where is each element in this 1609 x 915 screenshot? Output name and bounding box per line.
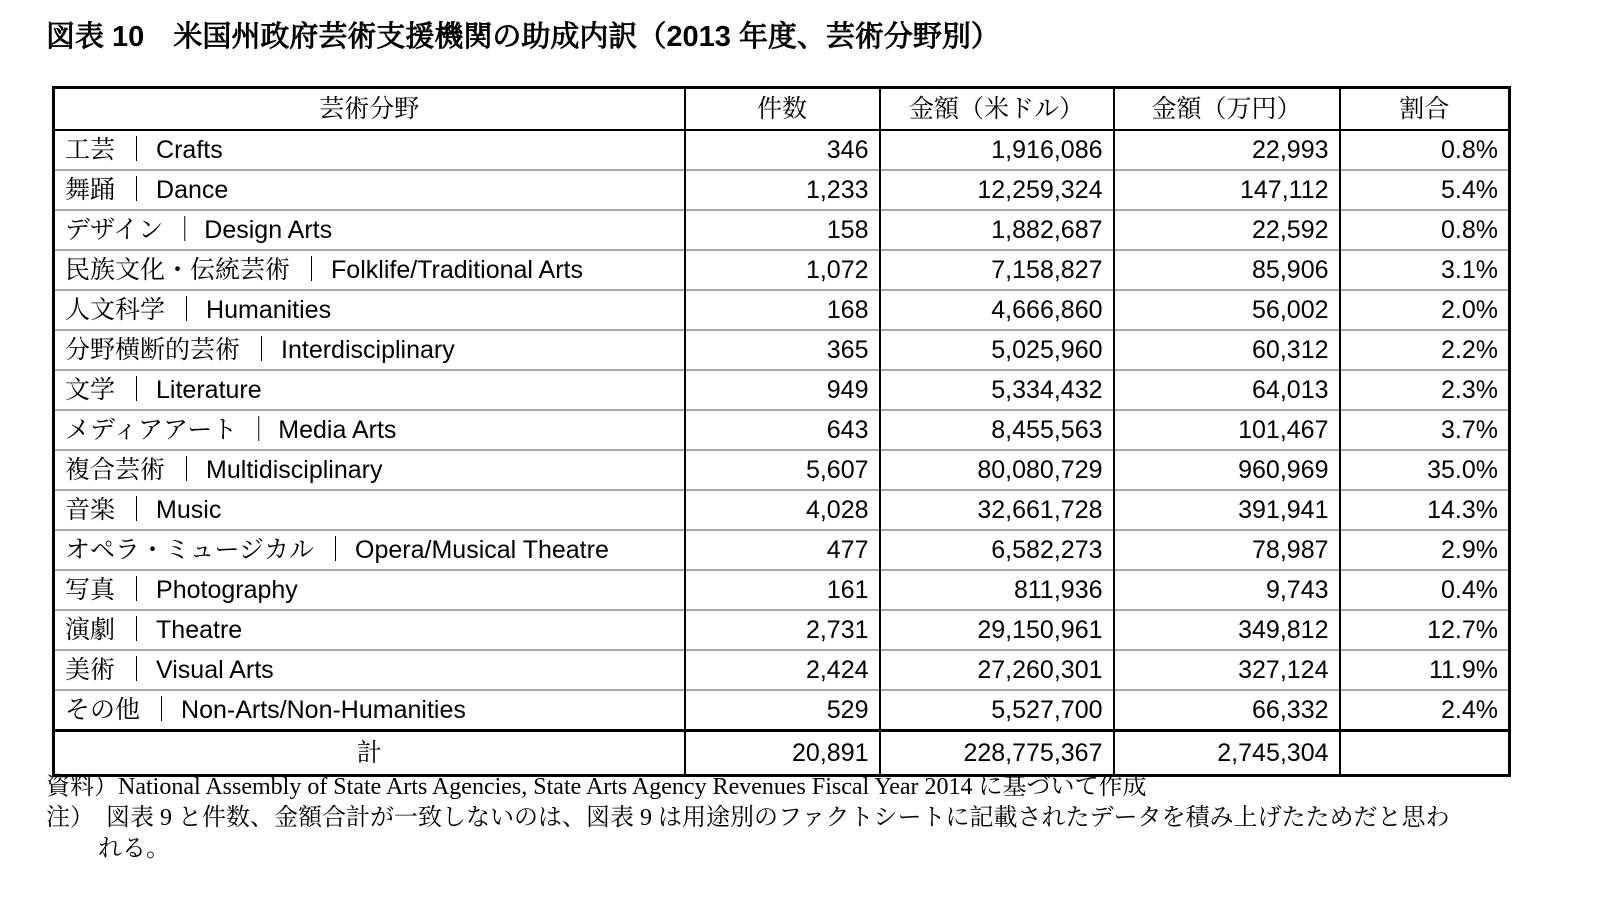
- table-row: [54, 530, 1510, 570]
- label-separator: ｜: [323, 535, 349, 564]
- cell-amount-jpy: 101,467: [1114, 410, 1340, 450]
- table-row: [54, 330, 1510, 370]
- cell-amount-jpy: 22,993: [1114, 130, 1340, 170]
- cell-art-field: [54, 410, 685, 450]
- column-header-amount-usd: 金額（米ドル）: [880, 88, 1114, 131]
- label-separator: ｜: [174, 295, 200, 324]
- label-separator: ｜: [124, 375, 150, 404]
- cell-count: 477: [685, 530, 880, 570]
- explanatory-note-line-2: れる。: [98, 836, 170, 863]
- art-field-label-en: Literature: [156, 375, 262, 404]
- label-separator: ｜: [124, 575, 150, 604]
- cell-amount-usd: 29,150,961: [880, 610, 1114, 650]
- cell-amount-jpy: 391,941: [1114, 490, 1340, 530]
- cell-count: 5,607: [685, 450, 880, 490]
- cell-amount-usd: 27,260,301: [880, 650, 1114, 690]
- cell-amount-jpy: 960,969: [1114, 450, 1340, 490]
- table-row: [54, 610, 1510, 650]
- cell-share: 2.9%: [1340, 530, 1510, 570]
- cell-count: 529: [685, 690, 880, 731]
- cell-count: 1,233: [685, 170, 880, 210]
- art-field-label-en: Dance: [156, 175, 229, 204]
- cell-amount-usd: 8,455,563: [880, 410, 1114, 450]
- art-field-label-en: Humanities: [206, 295, 332, 324]
- table-row: [54, 170, 1510, 210]
- label-separator: ｜: [249, 335, 275, 364]
- cell-amount-jpy: 147,112: [1114, 170, 1340, 210]
- cell-share: 35.0%: [1340, 450, 1510, 490]
- cell-total-label: 計: [54, 731, 685, 776]
- label-separator: ｜: [172, 215, 198, 244]
- cell-count: 161: [685, 570, 880, 610]
- label-separator: ｜: [246, 415, 272, 444]
- cell-art-field: [54, 250, 685, 290]
- cell-art-field: [54, 370, 685, 410]
- art-field-label-ja: デザイン: [65, 215, 164, 244]
- cell-amount-jpy: 22,592: [1114, 210, 1340, 250]
- cell-amount-jpy: 78,987: [1114, 530, 1340, 570]
- column-header-art-field: 芸術分野: [54, 88, 685, 131]
- cell-amount-usd: 5,334,432: [880, 370, 1114, 410]
- table-row: [54, 410, 1510, 450]
- cell-count: 346: [685, 130, 880, 170]
- art-field-label-ja: 分野横断的芸術: [65, 335, 241, 364]
- cell-share: 12.7%: [1340, 610, 1510, 650]
- explanatory-note-line-1: 注） 図表 9 と件数、金額合計が一致しないのは、図表 9 は用途別のファクトシートに記載されたデータを積み上げたためだと思わ: [46, 805, 1450, 832]
- table-body: [54, 130, 1510, 776]
- cell-total-count: 20,891: [685, 731, 880, 776]
- column-header-count: 件数: [685, 88, 880, 131]
- cell-share: 11.9%: [1340, 650, 1510, 690]
- cell-total-amount-jpy: 2,745,304: [1114, 731, 1340, 776]
- cell-count: 949: [685, 370, 880, 410]
- cell-art-field: [54, 330, 685, 370]
- art-field-label-ja: 民族文化・伝統芸術: [65, 255, 291, 284]
- cell-art-field: [54, 290, 685, 330]
- cell-amount-usd: 1,882,687: [880, 210, 1114, 250]
- cell-share: 2.4%: [1340, 690, 1510, 731]
- cell-share: 3.7%: [1340, 410, 1510, 450]
- cell-amount-jpy: 56,002: [1114, 290, 1340, 330]
- art-field-label-en: Photography: [156, 575, 298, 604]
- cell-art-field: [54, 490, 685, 530]
- cell-amount-usd: 4,666,860: [880, 290, 1114, 330]
- art-field-label-en: Media Arts: [278, 415, 397, 444]
- table-row: [54, 130, 1510, 170]
- column-header-share: 割合: [1340, 88, 1510, 131]
- cell-count: 168: [685, 290, 880, 330]
- table-row: [54, 450, 1510, 490]
- art-field-label-ja: 工芸: [65, 135, 116, 164]
- cell-amount-jpy: 85,906: [1114, 250, 1340, 290]
- art-field-label-en: Interdisciplinary: [281, 335, 455, 364]
- cell-count: 4,028: [685, 490, 880, 530]
- cell-amount-usd: 32,661,728: [880, 490, 1114, 530]
- table-row: [54, 690, 1510, 731]
- art-field-label-en: Folklife/Traditional Arts: [331, 255, 583, 284]
- table-total-row: [54, 731, 1510, 776]
- art-field-label-ja: 写真: [65, 575, 116, 604]
- cell-amount-usd: 6,582,273: [880, 530, 1114, 570]
- cell-amount-jpy: 60,312: [1114, 330, 1340, 370]
- cell-amount-jpy: 349,812: [1114, 610, 1340, 650]
- cell-amount-jpy: 66,332: [1114, 690, 1340, 731]
- cell-count: 365: [685, 330, 880, 370]
- art-field-label-ja: 文学: [65, 375, 116, 404]
- cell-amount-usd: 5,025,960: [880, 330, 1114, 370]
- art-field-label-ja: その他: [65, 695, 141, 724]
- label-separator: ｜: [124, 615, 150, 644]
- cell-art-field: [54, 610, 685, 650]
- label-separator: ｜: [124, 135, 150, 164]
- label-separator: ｜: [124, 175, 150, 204]
- label-separator: ｜: [174, 455, 200, 484]
- label-separator: ｜: [299, 255, 325, 284]
- cell-amount-jpy: 64,013: [1114, 370, 1340, 410]
- table-row: [54, 370, 1510, 410]
- art-field-label-en: Music: [156, 495, 222, 524]
- art-field-label-en: Multidisciplinary: [206, 455, 383, 484]
- label-separator: ｜: [124, 495, 150, 524]
- cell-share: 0.4%: [1340, 570, 1510, 610]
- art-field-label-en: Non-Arts/Non-Humanities: [181, 695, 466, 724]
- cell-count: 2,424: [685, 650, 880, 690]
- table-row: [54, 250, 1510, 290]
- label-separator: ｜: [124, 655, 150, 684]
- art-field-label-ja: 複合芸術: [65, 455, 166, 484]
- cell-amount-usd: 1,916,086: [880, 130, 1114, 170]
- table-row: [54, 290, 1510, 330]
- column-header-amount-jpy: 金額（万円）: [1114, 88, 1340, 131]
- art-field-label-en: Theatre: [156, 615, 243, 644]
- art-field-label-ja: 舞踊: [65, 175, 116, 204]
- cell-amount-jpy: 9,743: [1114, 570, 1340, 610]
- cell-art-field: [54, 450, 685, 490]
- art-field-label-en: Visual Arts: [156, 655, 274, 684]
- art-field-label-ja: メディアアート: [65, 415, 238, 444]
- table-row: [54, 650, 1510, 690]
- cell-art-field: [54, 530, 685, 570]
- cell-share: 5.4%: [1340, 170, 1510, 210]
- table-row: [54, 490, 1510, 530]
- cell-share: 3.1%: [1340, 250, 1510, 290]
- cell-art-field: [54, 650, 685, 690]
- cell-share: 2.3%: [1340, 370, 1510, 410]
- table-row: [54, 210, 1510, 250]
- table-header-row: [54, 88, 1510, 131]
- label-separator: ｜: [149, 695, 175, 724]
- cell-count: 2,731: [685, 610, 880, 650]
- art-field-label-en: Crafts: [156, 135, 223, 164]
- art-field-label-ja: 演劇: [65, 615, 116, 644]
- cell-share: 0.8%: [1340, 210, 1510, 250]
- cell-amount-usd: 811,936: [880, 570, 1114, 610]
- cell-art-field: [54, 690, 685, 731]
- cell-total-amount-usd: 228,775,367: [880, 731, 1114, 776]
- cell-art-field: [54, 570, 685, 610]
- grants-table-container: [52, 86, 1508, 777]
- cell-count: 643: [685, 410, 880, 450]
- art-field-label-ja: 人文科学: [65, 295, 166, 324]
- cell-amount-usd: 5,527,700: [880, 690, 1114, 731]
- cell-share: 2.0%: [1340, 290, 1510, 330]
- cell-amount-usd: 80,080,729: [880, 450, 1114, 490]
- art-field-label-ja: 美術: [65, 655, 116, 684]
- art-field-label-en: Design Arts: [204, 215, 333, 244]
- cell-total-share: [1340, 731, 1510, 776]
- art-field-label-ja: オペラ・ミュージカル: [65, 535, 315, 564]
- cell-count: 1,072: [685, 250, 880, 290]
- cell-art-field: [54, 210, 685, 250]
- table-header: [54, 88, 1510, 131]
- cell-share: 0.8%: [1340, 130, 1510, 170]
- cell-share: 2.2%: [1340, 330, 1510, 370]
- art-field-label-en: Opera/Musical Theatre: [355, 535, 609, 564]
- cell-amount-jpy: 327,124: [1114, 650, 1340, 690]
- cell-art-field: [54, 130, 685, 170]
- footnotes: [46, 772, 1591, 866]
- cell-share: 14.3%: [1340, 490, 1510, 530]
- cell-amount-usd: 7,158,827: [880, 250, 1114, 290]
- source-note: 資料）National Assembly of State Arts Agencies, State Arts Agency Revenues Fiscal Year 2014 に基づいて作成: [46, 774, 1147, 800]
- cell-art-field: [54, 170, 685, 210]
- grants-breakdown-table: [52, 86, 1511, 777]
- cell-amount-usd: 12,259,324: [880, 170, 1114, 210]
- art-field-label-ja: 音楽: [65, 495, 116, 524]
- page-title: 図表 10 米国州政府芸術支援機関の助成内訳（2013 年度、芸術分野別）: [46, 21, 1000, 53]
- cell-count: 158: [685, 210, 880, 250]
- table-row: [54, 570, 1510, 610]
